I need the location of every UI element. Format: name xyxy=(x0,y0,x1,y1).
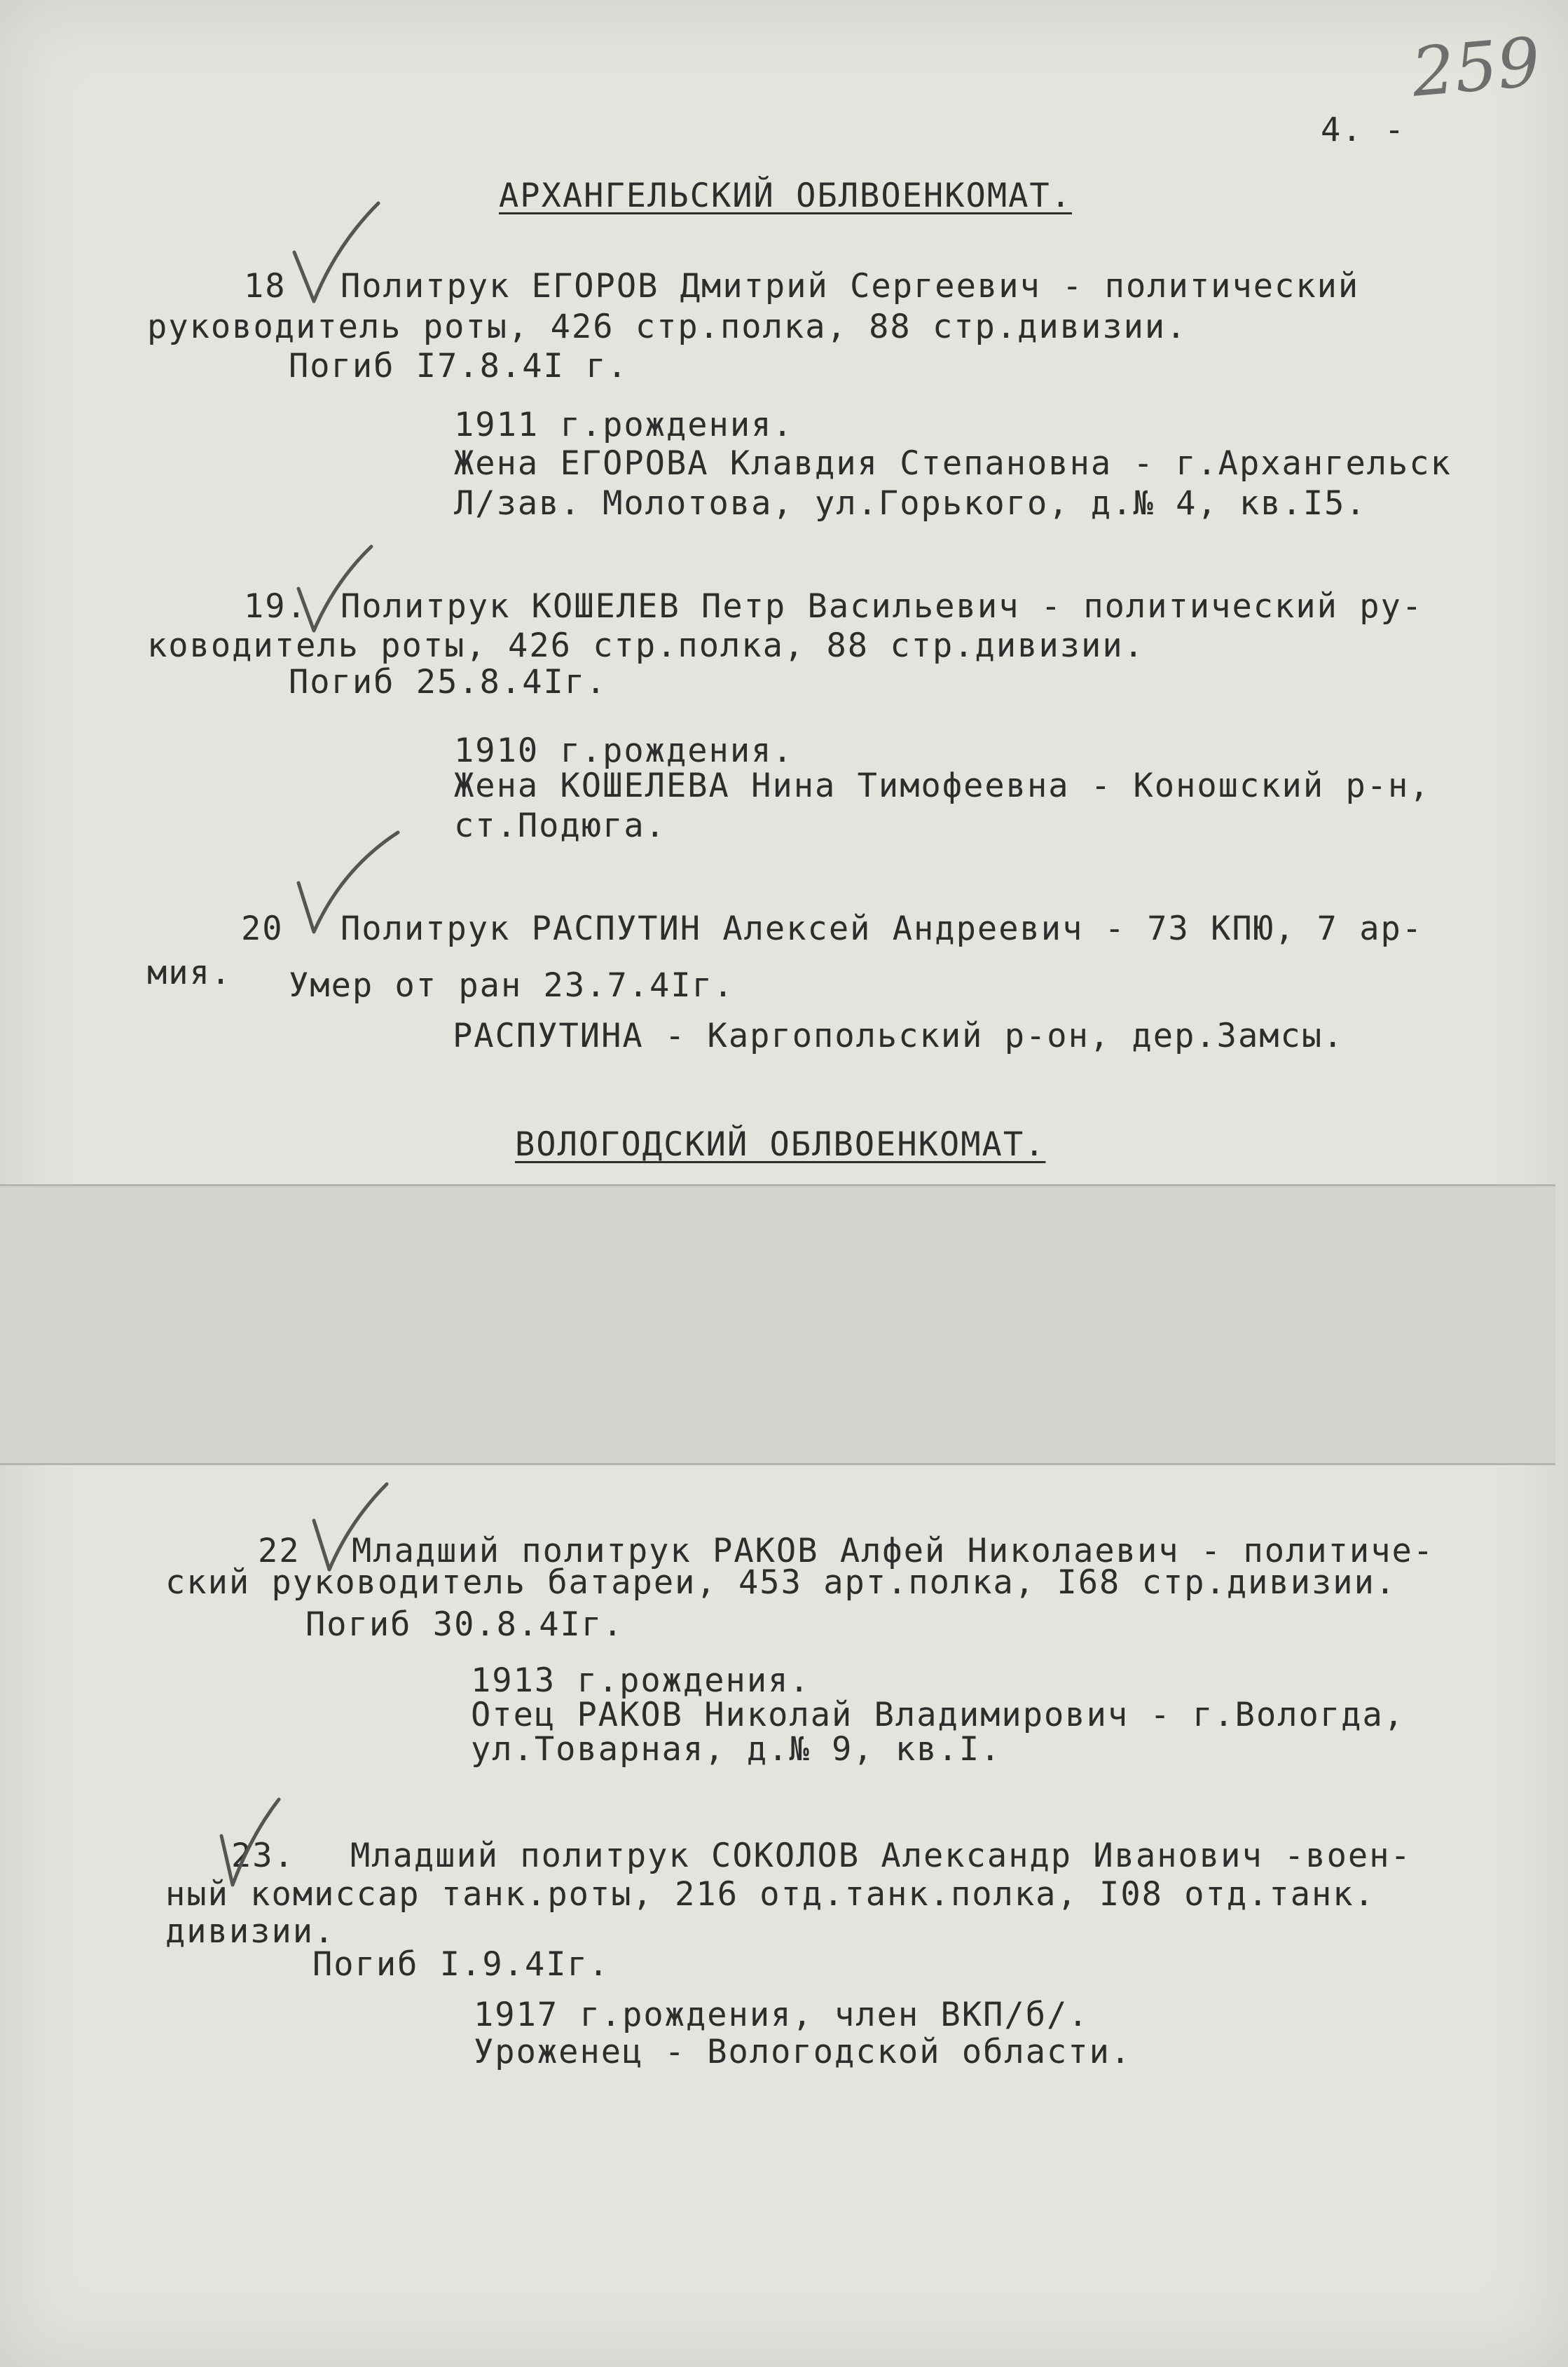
entry-detail: Л/зав. Молотова, ул.Горького, д.№ 4, кв.I5. xyxy=(454,484,1367,523)
entry-line: Младший политрук РАКОВ Алфей Николаевич - политиче- xyxy=(352,1532,1435,1570)
entry-line: ный комиссар танк.роты, 216 отд.танк.полка, I08 отд.танк. xyxy=(165,1875,1375,1914)
entry-line: руководитель роты, 426 стр.полка, 88 стр.дивизии. xyxy=(147,308,1188,346)
check-mark-icon xyxy=(216,1794,286,1892)
entry-number: 23. xyxy=(231,1837,295,1875)
folded-paper-band xyxy=(0,1184,1555,1465)
handwritten-page-number: 259 xyxy=(1408,22,1543,112)
entry-line: мия. xyxy=(147,954,233,992)
entry-death-date: Погиб I7.8.4I г. xyxy=(289,347,628,385)
entry-detail: 1911 г.рождения. xyxy=(454,406,794,444)
entry-detail: 1910 г.рождения. xyxy=(454,732,794,770)
entry-death-date: Погиб 25.8.4Iг. xyxy=(289,663,607,701)
entry-death-date: Погиб 30.8.4Iг. xyxy=(305,1605,624,1644)
check-mark-icon xyxy=(293,827,405,939)
section-heading-vologda: ВОЛОГОДСКИЙ ОБЛВОЕНКОМАТ. xyxy=(515,1125,1046,1164)
entry-death-date: Погиб I.9.4Iг. xyxy=(312,1945,610,1984)
check-mark-icon xyxy=(293,540,377,638)
entry-detail: Жена ЕГОРОВА Клавдия Степановна - г.Архангельск xyxy=(454,444,1452,483)
entry-detail: 1913 г.рождения. xyxy=(471,1661,811,1700)
entry-number: 19. xyxy=(244,587,308,626)
entry-number: 22 xyxy=(258,1532,301,1570)
entry-line: ководитель роты, 426 стр.полка, 88 стр.дивизии. xyxy=(147,626,1145,665)
entry-detail: ул.Товарная, д.№ 9, кв.I. xyxy=(471,1730,1002,1769)
entry-line: Политрук ЕГОРОВ Дмитрий Сергеевич - политический xyxy=(341,267,1360,306)
entry-detail: 1917 г.рождения, член ВКП/б/. xyxy=(474,1996,1089,2034)
check-mark-icon xyxy=(287,196,385,308)
entry-line: Младший политрук СОКОЛОВ Александр Иванович -воен- xyxy=(350,1837,1412,1875)
entry-line: Политрук КОШЕЛЕВ Петр Васильевич - политический ру- xyxy=(341,587,1424,626)
entry-number: 20 xyxy=(241,910,284,948)
entry-line: Политрук РАСПУТИН Алексей Андреевич - 73 КПЮ, 7 ар- xyxy=(341,910,1424,948)
entry-detail: Отец РАКОВ Николай Владимирович - г.Вологда, xyxy=(471,1696,1405,1734)
entry-detail: Уроженец - Вологодской области. xyxy=(474,2033,1132,2071)
check-mark-icon xyxy=(308,1478,392,1577)
entry-line: дивизии. xyxy=(165,1912,336,1951)
typed-page-number: 4. - xyxy=(1321,111,1406,149)
entry-detail: Жена КОШЕЛЕВА Нина Тимофеевна - Коношский р-н, xyxy=(454,767,1431,805)
entry-line: ский руководитель батареи, 453 арт.полка, I68 стр.дивизии. xyxy=(165,1563,1397,1602)
entry-detail: ст.Подюга. xyxy=(454,807,666,845)
entry-detail: РАСПУТИНА - Каргопольский р-он, дер.Замсы. xyxy=(453,1017,1345,1055)
section-heading-arkhangelsk: АРХАНГЕЛЬСКИЙ ОБЛВОЕНКОМАТ. xyxy=(499,177,1073,215)
entry-death-date: Умер от ран 23.7.4Iг. xyxy=(289,966,735,1005)
entry-number: 18 xyxy=(244,267,287,306)
